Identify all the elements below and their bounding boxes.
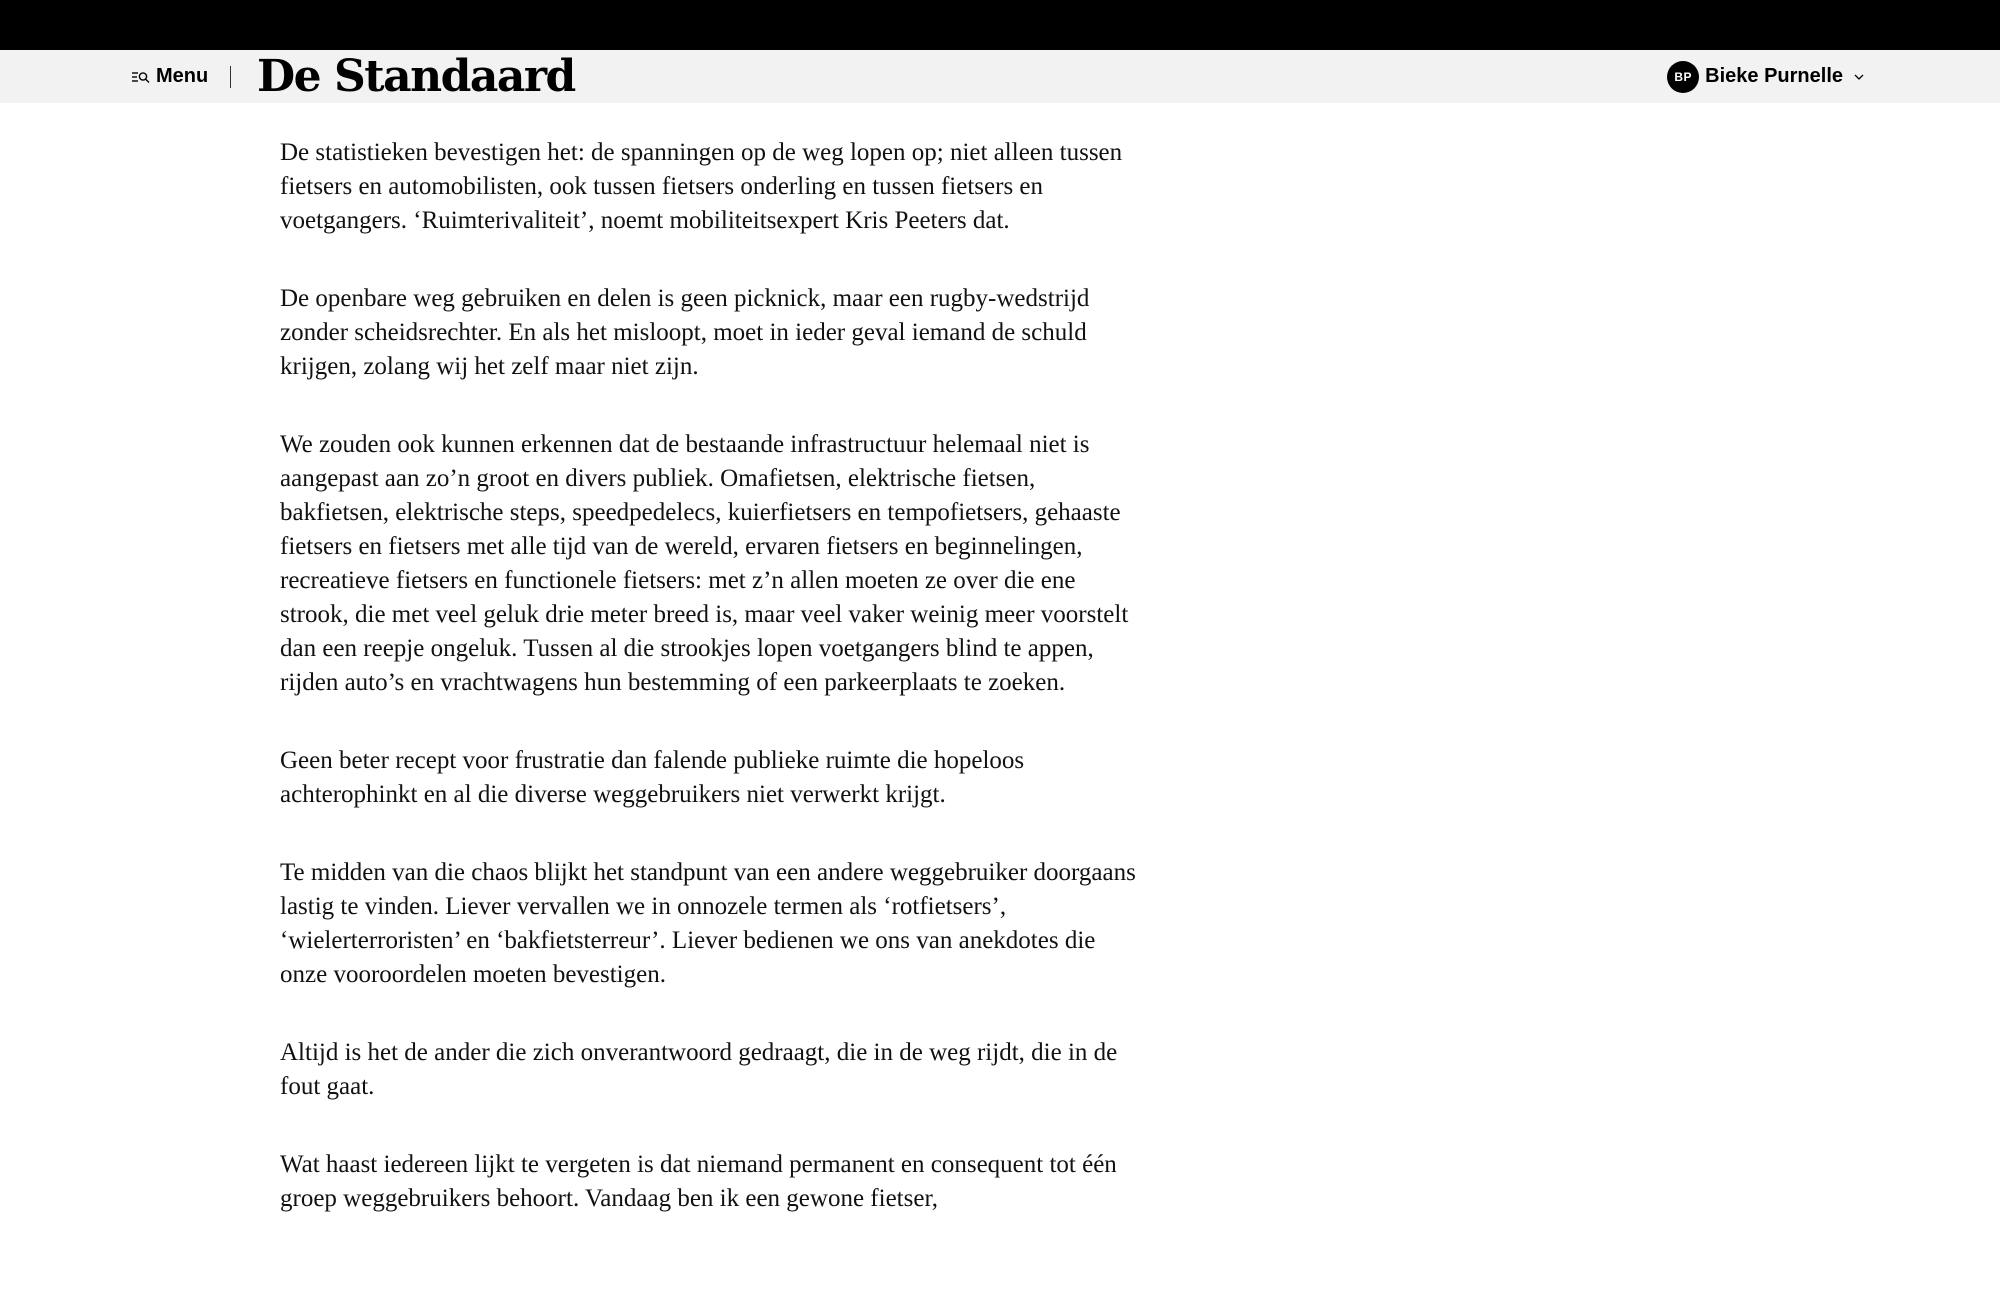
menu-button[interactable]: [132, 50, 208, 103]
article-paragraph: De openbare weg gebruiken en delen is geen picknick, maar een rugby-wedstrijd zonder scheidsrechter. En als het misloopt, moet in ieder geval iemand de schuld krijgen, zolang wij het zelf maar niet zijn.: [280, 285, 1090, 380]
browser-top-bar: [0, 0, 2000, 50]
menu-label: Menu: [156, 65, 209, 87]
article-paragraph: Te midden van die chaos blijkt het standpunt van een andere weggebruiker doorgaans lastig te vinden. Liever vervallen we in onnozele termen als ‘rotfietsers’, ‘wielerterroristen’ en ‘bakfietsterreur’. Liever bedienen we ons van anekdotes die onze vooroordelen moeten bevestigen.: [280, 859, 1136, 988]
article-paragraph: Geen beter recept voor frustratie dan falende publieke ruimte die hopeloos achterophinkt en al die diverse weggebruikers niet verwerkt krijgt.: [280, 747, 1025, 808]
chevron-down-icon: [1853, 71, 1865, 83]
menu-search-icon: [132, 70, 150, 84]
article-body: [280, 136, 1140, 1260]
article-paragraph: De statistieken bevestigen het: de spanningen op de weg lopen op; niet alleen tussen fietsers en automobilisten, ook tussen fietsers onderling en tussen fietsers en voetgangers. ‘Ruimterivaliteit’, noemt mobiliteitsexpert Kris Peeters dat.: [280, 139, 1123, 234]
user-name: Bieke Purnelle: [1705, 65, 1843, 87]
article-paragraph: Altijd is het de ander die zich onverantwoord gedraagt, die in de weg rijdt, die in de fout gaat.: [280, 1039, 1118, 1100]
site-logo[interactable]: De Standaard: [257, 51, 575, 102]
article-paragraph: We zouden ook kunnen erkennen dat de bestaande infrastructuur helemaal niet is aangepast aan zo’n groot en divers publiek. Omafietsen, elektrische fietsen, bakfietsen, elektrische steps, speedpedelecs, kuierfietsers en tempofietsers, gehaaste fietsers en fietsers met alle tijd van de wereld, ervaren fietsers en beginnelingen, recreatieve fietsers en functionele fietsers: met z’n allen moeten ze over die ene strook, die met veel geluk drie meter breed is, maar veel vaker weinig meer voorstelt dan een reepje ongeluk. Tussen al die strookjes lopen voetgangers blind te appen, rijden auto’s en vrachtwagens hun bestemming of een parkeerplaats te zoeken.: [280, 431, 1129, 696]
site-header: [0, 50, 2000, 103]
avatar: BP: [1667, 61, 1699, 93]
header-divider: [230, 66, 231, 88]
article-paragraph: Wat haast iedereen lijkt te vergeten is dat niemand permanent en consequent tot één groep weggebruikers behoort. Vandaag ben ik een gewone fietser,: [280, 1151, 1117, 1212]
user-menu[interactable]: [1667, 50, 1865, 103]
